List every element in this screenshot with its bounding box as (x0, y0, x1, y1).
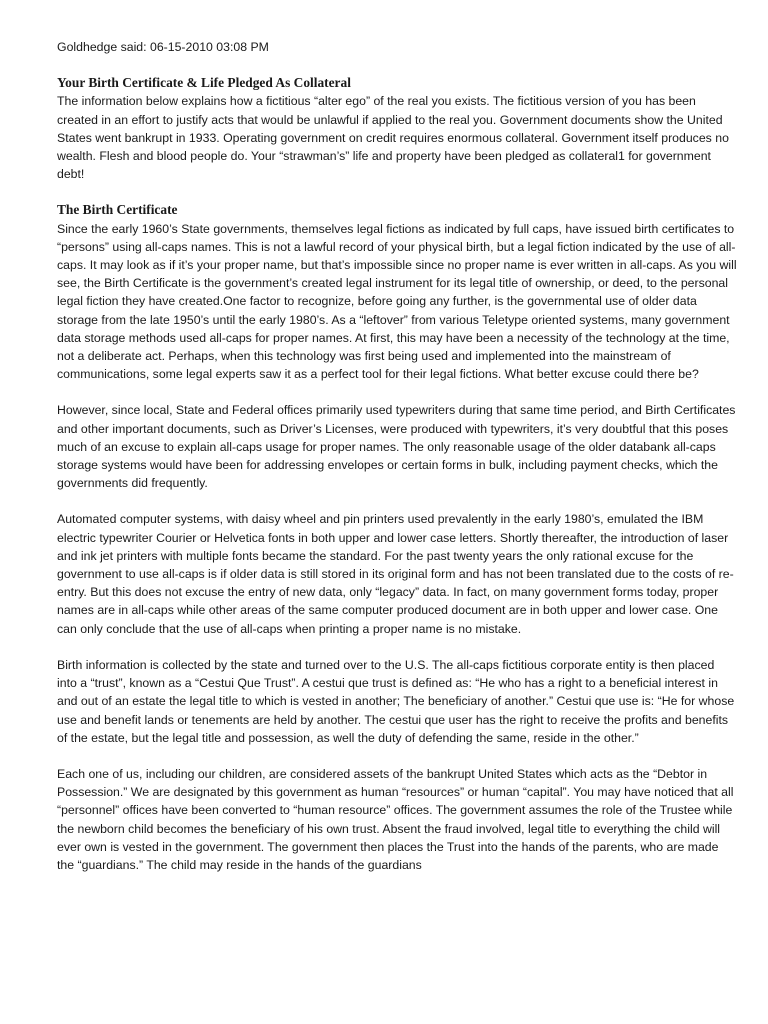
paragraph-birth-certificate-5: Each one of us, including our children, are considered assets of the bankrupt United States which acts as the “Debtor in Possession.” We are designated by this government as human “resources” or human “capital”. You may have noticed that all “personnel” offices have been converted to “human resource” offices. The government assumes the role of the Trustee while the newborn child becomes the beneficiary of his own trust. Absent the fraud involved, legal title to everything the child will ever own is vested in the government. The government then places the Trust into the hands of the parents, who are made the “guardians.” The child may reside in the hands of the guardians (57, 766, 734, 872)
section-heading-collateral: Your Birth Certificate & Life Pledged As Collateral (57, 75, 351, 91)
paragraph-birth-certificate-4: Birth information is collected by the state and turned over to the U.S. The all-caps fictitious corporate entity is then placed into a “trust”, known as a “Cestui Que Trust”. A cestui que trust is defined as: “He who has a right to a beneficial interest in and out of an estate the legal title to which is vested in another; The beneficiary of another.” Cestui que use is: “He for whose use and benefit lands or tenements are held by another. The cestui que user has the right to receive the profits and benefits of the estate, but the legal title and possession, as well the duty of defending the same, reside in the other.” (57, 657, 735, 745)
paragraph-collateral: The information below explains how a fictitious “alter ego” of the real you exists. The fictitious version of you has been created in an effort to justify acts that would be unlawful if applied to the real you. Government documents show the United States went bankrupt in 1933. Operating government on credit requires enormous collateral. Government itself produces no wealth. Flesh and blood people do. Your “strawman’s” life and property have been pledged as collateral1 for government debt! (57, 94, 729, 182)
section-heading-birth-certificate: The Birth Certificate (57, 202, 178, 218)
document-page (57, 38, 737, 892)
paragraph-birth-certificate-3: Automated computer systems, with daisy wheel and pin printers used prevalently in the early 1980’s, emulated the IBM electric typewriter Courier or Helvetica fonts in both upper and lower case letters. Shortly thereafter, the introduction of laser and ink jet printers with multiple fonts became the standard. For the past twenty years the only rational excuse for the government to use all-caps is if older data is still stored in its original form and has not been translated due to the costs of re-entry. But this does not excuse the entry of new data, only “legacy” data. In fact, on many government forms today, proper names are in all-caps while other areas of the same computer produced document are in both upper and lower case. One can only conclude that the use of all-caps when printing a proper name is no mistake. (57, 512, 734, 636)
paragraph-birth-certificate-2: However, since local, State and Federal offices primarily used typewriters during that same time period, and Birth Certificates and other important documents, such as Driver’s Licenses, were produced with typewriters, it’s very doubtful that this poses much of an excuse to explain all-caps usage for proper names. The only reasonable usage of the older databank all-caps storage systems would have been for addressing envelopes or certain forms in bulk, including payment checks, which the governments did frequently. (57, 403, 736, 491)
paragraph-birth-certificate-1: Since the early 1960’s State governments, themselves legal fictions as indicated by full caps, have issued birth certificates to “persons” using all-caps names. This is not a lawful record of your physical birth, but a legal fiction indicated by the use of all-caps. It may look as if it’s your proper name, but that’s impossible since no proper name is ever written in all-caps. As you will see, the Birth Certificate is the government’s created legal instrument for its legal title of ownership, or deed, to the personal legal fiction they have created.One factor to recognize, before going any further, is the governmental use of older data storage from the late 1950’s until the early 1980’s. As a “leftover” from various Teletype oriented systems, many government data storage methods used all-caps for proper names. At first, this may have been a necessity of the technology at the time, not a deliberate act. Perhaps, when this technology was first being used and implemented into the mainstream of communications, some legal experts saw it as a perfect tool for their legal fictions. What better excuse could there be? (57, 221, 737, 382)
post-meta-line: Goldhedge said: 06-15-2010 03:08 PM (57, 40, 269, 54)
